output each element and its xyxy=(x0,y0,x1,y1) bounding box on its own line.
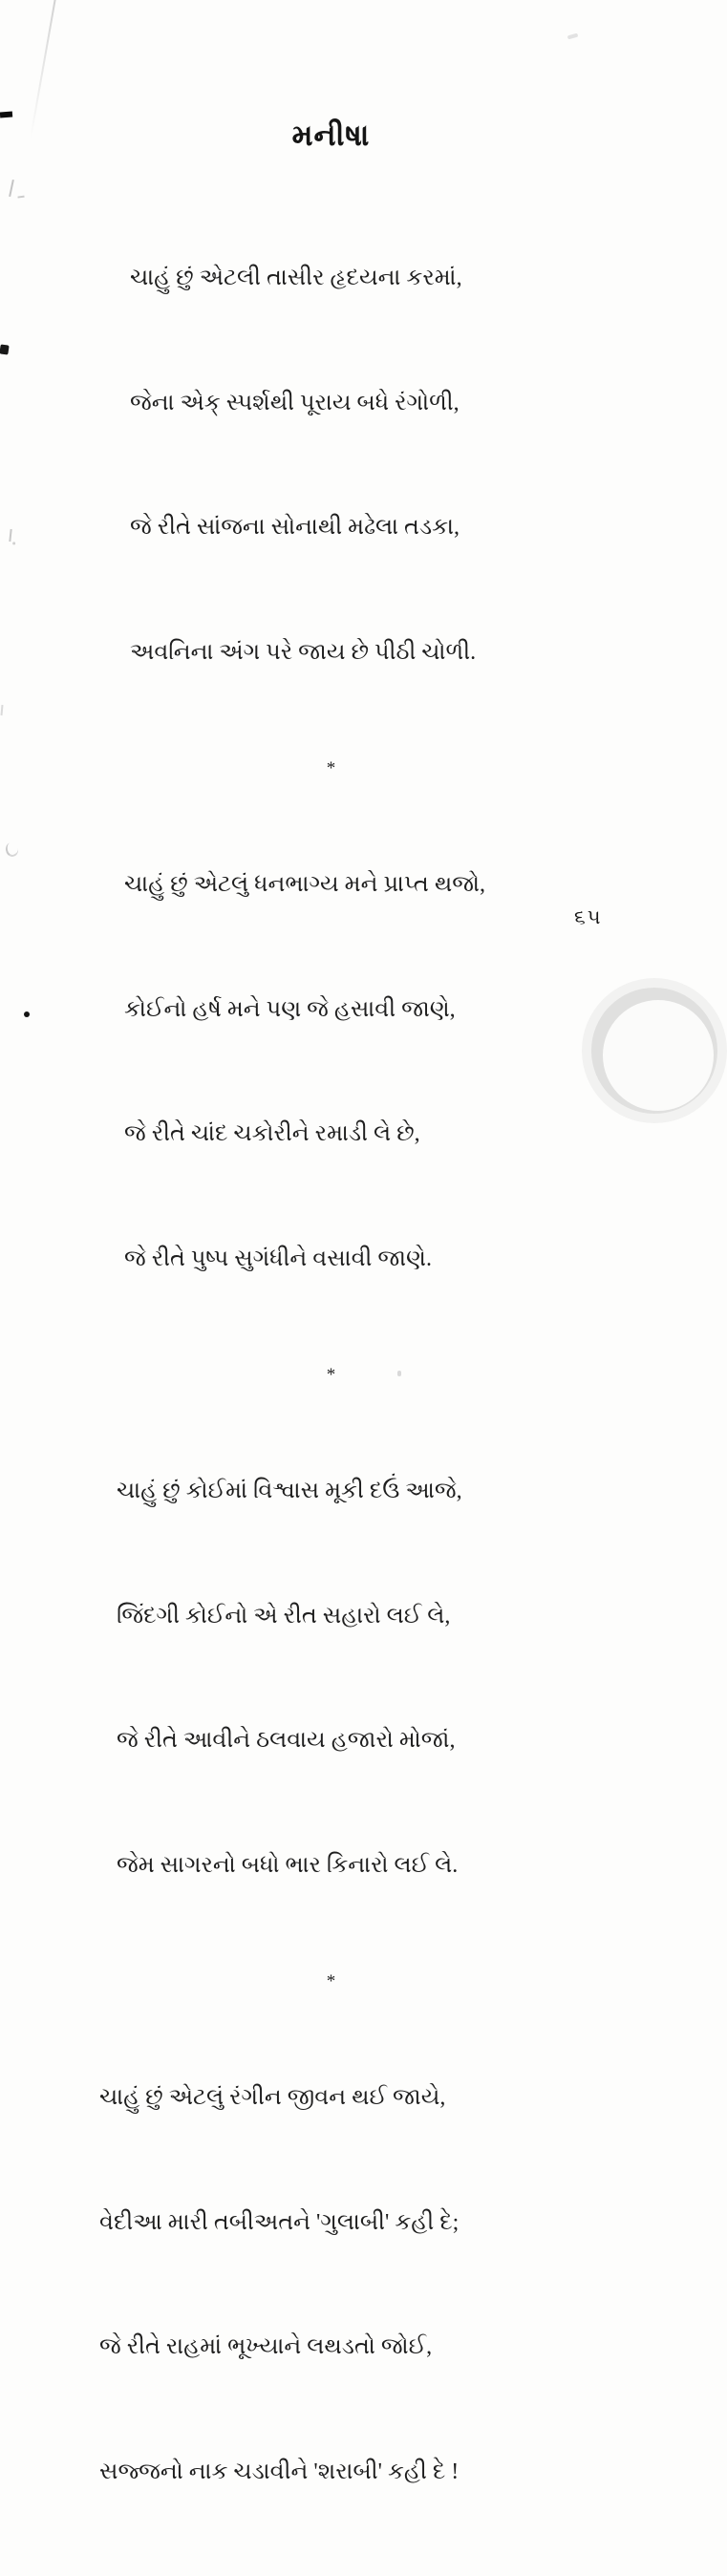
poem-line: ચાહું છું કોઈમાં વિશ્વાસ મૂકી દઉં આજે, xyxy=(117,1479,462,1503)
print-speck xyxy=(397,1371,401,1376)
stanza-separator xyxy=(0,1969,662,1994)
stanza-separator xyxy=(0,756,662,781)
poem-line: ચાહું છું એટલું ધનભાગ્ય મને પ્રાપ્ત થજો, xyxy=(124,872,485,897)
stanza-separator xyxy=(0,1363,662,1388)
smudge-top-right xyxy=(567,33,579,40)
poem-line: જેના એક્ સ્પર્શથી પૂરાય બધે રંગોળી, xyxy=(130,390,460,415)
poem-body xyxy=(0,175,662,2576)
poem-line: ચાહું છું એટલી તાસીર હૃદયના કરમાં, xyxy=(130,266,462,290)
poem-title: મનીષા xyxy=(291,118,371,152)
poem-line: જે રીતે ચાંદ ચકોરીને રમાડી લે છે, xyxy=(124,1121,420,1146)
poem-line: કોઈનો હર્ષ મને પણ જે હસાવી જાણે, xyxy=(124,996,456,1022)
poem-line: વેદીઆ મારી તબીઅતને 'ગુલાબી' કહી દે; xyxy=(99,2209,460,2235)
stanza-1 xyxy=(0,175,662,756)
asterisk-glyph: * xyxy=(326,758,336,778)
poem-line: જે રીતે રાહમાં ભૂખ્યાને લથડતો જોઈ, xyxy=(99,2334,433,2359)
asterisk-glyph: * xyxy=(326,1971,336,1991)
poem-line: જે રીતે પુષ્પ સુગંધીને વસાવી જાણે. xyxy=(124,1245,432,1271)
stanza-3 xyxy=(0,1388,662,1969)
poem-line: જિંદગી કોઈનો એ રીત સહારો લઈ લે, xyxy=(117,1603,451,1629)
poem-line: જે રીતે આવીને ઠલવાય હજારો મોજાં, xyxy=(117,1728,456,1753)
poem-line: જેમ સાગરનો બધો ભાર કિનારો લઈ લે. xyxy=(117,1852,459,1878)
page-number: ૬૫ xyxy=(574,905,603,928)
ink-mark-left-top xyxy=(0,112,12,118)
poem-line: ચાહું છું એટલું રંગીન જીવન થઈ જાયે, xyxy=(99,2085,446,2110)
asterisk-glyph: * xyxy=(326,1365,336,1385)
stanza-4 xyxy=(0,1994,662,2576)
poem-line: અવનિના અંગ પરે જાય છે પીઠી ચોળી. xyxy=(130,639,477,665)
stanza-2 xyxy=(0,781,662,1363)
poem-line: જે રીતે સાંજના સોનાથી મઢેલા તડકા, xyxy=(130,515,460,540)
poem-line: સજ્જનો નાક ચડાવીને 'શરાબી' કહી દે ! xyxy=(99,2459,460,2484)
